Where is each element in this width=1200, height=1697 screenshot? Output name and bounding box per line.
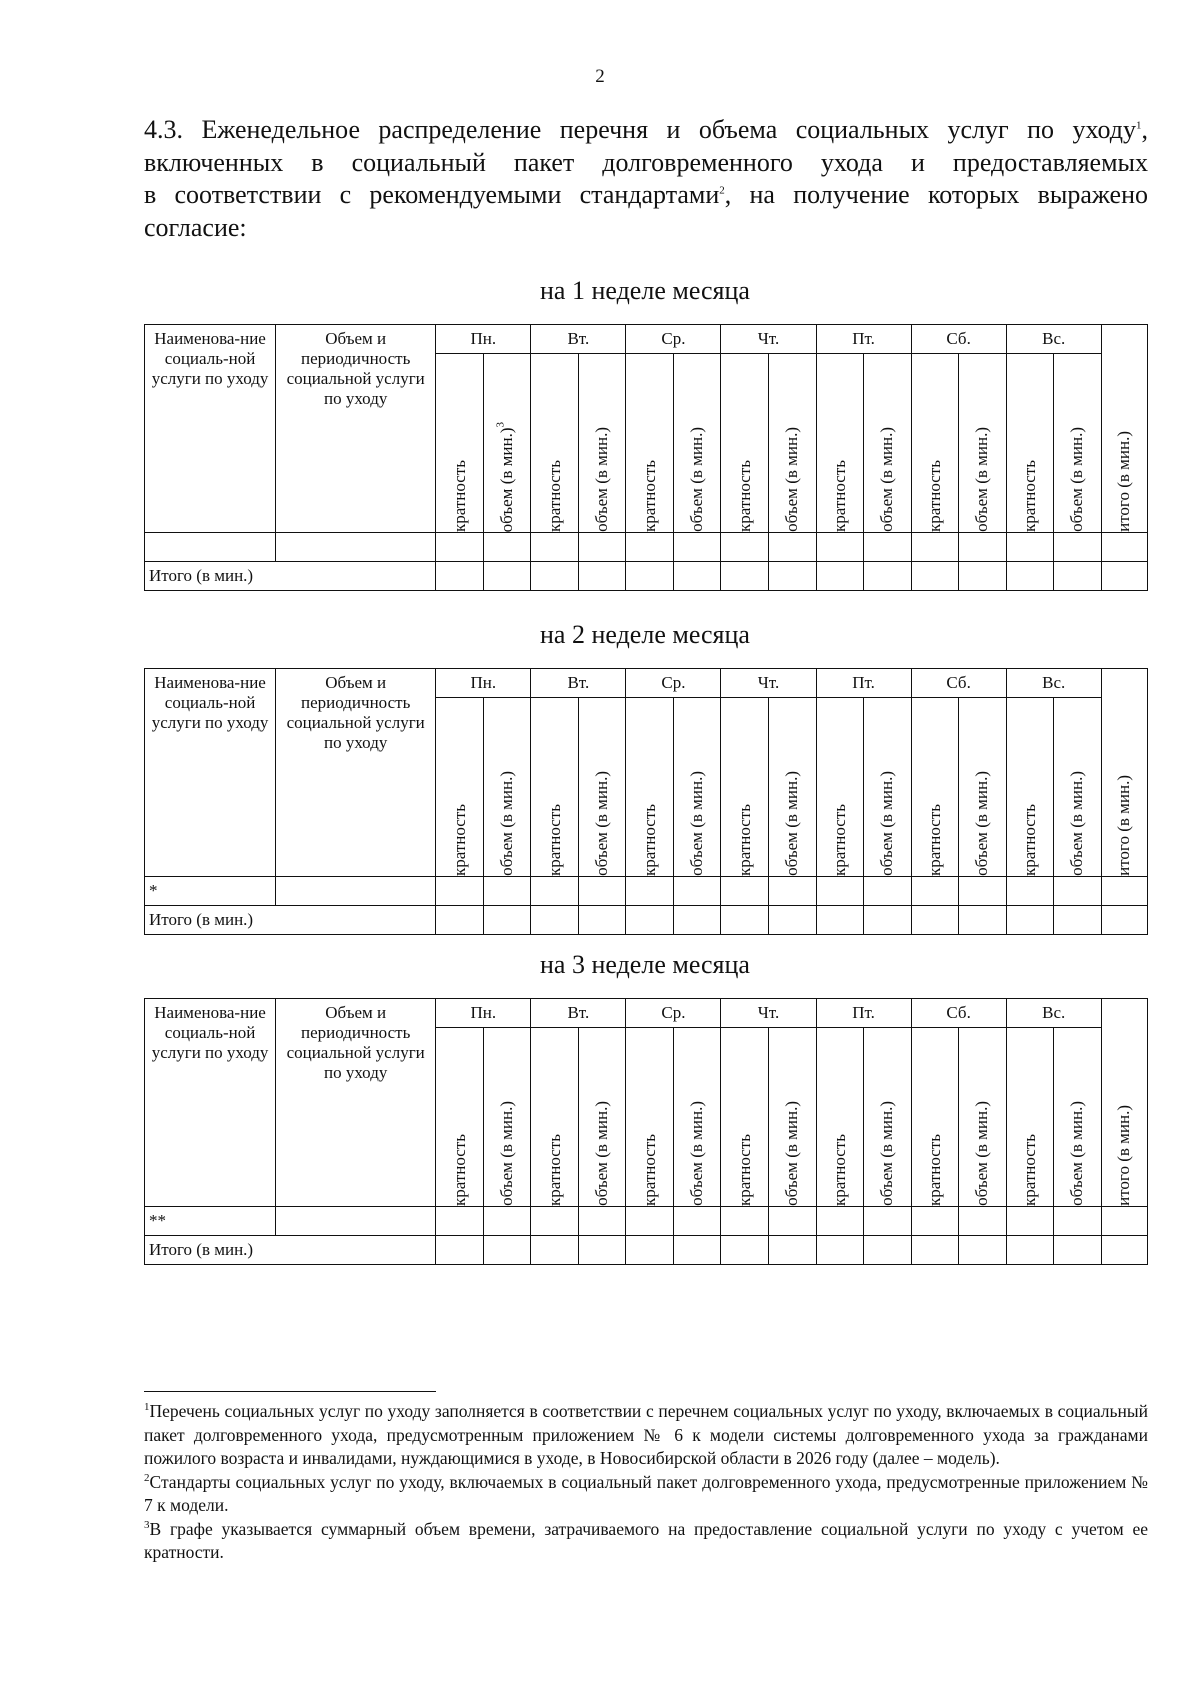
header-frequency: кратность xyxy=(626,698,674,877)
empty-cell xyxy=(1054,877,1102,906)
header-frequency: кратность xyxy=(816,698,864,877)
header-frequency: кратность xyxy=(911,354,959,533)
empty-cell xyxy=(816,562,864,591)
header-frequency: кратность xyxy=(721,1028,769,1207)
header-day: Чт. xyxy=(721,669,816,698)
empty-cell xyxy=(721,1207,769,1236)
empty-cell xyxy=(531,877,579,906)
intro-paragraph xyxy=(144,114,1148,244)
header-volume-min: объем (в мин.) xyxy=(673,1028,721,1207)
empty-cell xyxy=(768,877,816,906)
empty-cell xyxy=(483,562,531,591)
empty-cell xyxy=(768,533,816,562)
header-volume-min: объем (в мин.) xyxy=(959,698,1007,877)
empty-cell xyxy=(673,562,721,591)
week-heading: на 3 неделе месяца xyxy=(540,950,750,979)
header-volume-min: объем (в мин.) xyxy=(1054,354,1102,533)
empty-cell xyxy=(673,906,721,935)
header-frequency: кратность xyxy=(816,354,864,533)
total-row-label: Итого (в мин.) xyxy=(145,906,436,935)
footnote-1: $^1$Перечень социальных услуг по уходу заполняется в соответствии с перечнем социальных услуг по уходу, включаемых в социальный пакет долговременного ухода, предусмотренным приложением № 6 к модели системы долговременного ухода за гражданами пожилого возраста и инвалидами, нуждающимися в уходе, в Новосибирской области в 2026 году (далее – модель). xyxy=(144,1401,1148,1468)
total-row-label: Итого (в мин.) xyxy=(145,1236,436,1265)
empty-cell xyxy=(911,906,959,935)
header-volume-min: объем (в мин.) xyxy=(768,698,816,877)
header-frequency: кратность xyxy=(1006,1028,1054,1207)
empty-cell xyxy=(1006,1236,1054,1265)
empty-cell xyxy=(1101,906,1147,935)
header-volume-min: объем (в мин.) xyxy=(864,698,912,877)
empty-cell xyxy=(959,906,1007,935)
empty-cell xyxy=(276,533,436,562)
header-frequency: кратность xyxy=(1006,354,1054,533)
empty-cell xyxy=(436,1236,484,1265)
footnote-ref-1: 1 xyxy=(1136,119,1142,132)
empty-cell xyxy=(626,1207,674,1236)
empty-cell xyxy=(721,1236,769,1265)
empty-cell xyxy=(673,1207,721,1236)
empty-cell xyxy=(436,906,484,935)
empty-cell xyxy=(276,1207,436,1236)
header-frequency: кратность xyxy=(436,354,484,533)
empty-cell xyxy=(864,877,912,906)
empty-cell xyxy=(1101,1207,1147,1236)
service-row-mark xyxy=(145,533,276,562)
empty-cell xyxy=(436,533,484,562)
header-volume-min: объем (в мин.) xyxy=(959,354,1007,533)
empty-cell xyxy=(911,1236,959,1265)
empty-cell xyxy=(436,562,484,591)
page-number: 2 xyxy=(595,66,605,87)
header-day: Сб. xyxy=(911,999,1006,1028)
header-day: Пн. xyxy=(436,669,531,698)
header-frequency: кратность xyxy=(626,1028,674,1207)
header-volume-periodicity: Объем и периодичность социальной услуги по уходу xyxy=(276,999,436,1207)
empty-cell xyxy=(864,1207,912,1236)
empty-cell xyxy=(911,1207,959,1236)
weekly-services-table xyxy=(144,998,1148,1265)
empty-cell xyxy=(816,1236,864,1265)
header-day: Сб. xyxy=(911,325,1006,354)
empty-cell xyxy=(1101,562,1147,591)
empty-cell xyxy=(1054,1236,1102,1265)
header-frequency: кратность xyxy=(911,1028,959,1207)
weekly-services-table xyxy=(144,668,1148,935)
empty-cell xyxy=(768,906,816,935)
header-volume-min: объем (в мин.) xyxy=(578,1028,626,1207)
footnote-2: $^2$Стандарты социальных услуг по уходу, включаемых в социальный пакет долговременного ухода, предусмотренные приложением № 7 к модели. xyxy=(144,1471,1148,1515)
intro-line-1: 4.3. Еженедельное распределение перечня и объема социальных услуг по уходу$^1$, xyxy=(144,115,1148,144)
empty-cell xyxy=(768,1207,816,1236)
empty-cell xyxy=(578,906,626,935)
header-day: Пт. xyxy=(816,669,911,698)
header-frequency: кратность xyxy=(436,698,484,877)
empty-cell xyxy=(1006,533,1054,562)
empty-cell xyxy=(626,906,674,935)
empty-cell xyxy=(531,533,579,562)
empty-cell xyxy=(864,906,912,935)
header-volume-min: объем (в мин.) xyxy=(578,354,626,533)
empty-cell xyxy=(1006,906,1054,935)
empty-cell xyxy=(483,877,531,906)
empty-cell xyxy=(531,906,579,935)
service-row-mark: * xyxy=(145,877,276,906)
header-frequency: кратность xyxy=(911,698,959,877)
header-volume-min: объем (в мин.)$^3$ xyxy=(483,354,531,533)
header-total-column: итого (в мин.) xyxy=(1101,999,1147,1207)
empty-cell xyxy=(959,877,1007,906)
empty-cell xyxy=(768,1236,816,1265)
empty-cell xyxy=(1101,533,1147,562)
empty-cell xyxy=(578,533,626,562)
header-volume-periodicity: Объем и периодичность социальной услуги по уходу xyxy=(276,325,436,533)
empty-cell xyxy=(1101,877,1147,906)
header-day: Вт. xyxy=(531,325,626,354)
header-volume-min: объем (в мин.) xyxy=(959,1028,1007,1207)
header-day: Сб. xyxy=(911,669,1006,698)
header-volume-min: объем (в мин.) xyxy=(768,1028,816,1207)
empty-cell xyxy=(626,1236,674,1265)
empty-cell xyxy=(483,1236,531,1265)
empty-cell xyxy=(864,1236,912,1265)
empty-cell xyxy=(483,533,531,562)
empty-cell xyxy=(959,1236,1007,1265)
empty-cell xyxy=(768,562,816,591)
empty-cell xyxy=(531,1236,579,1265)
header-volume-min: объем (в мин.) xyxy=(864,1028,912,1207)
header-volume-min: объем (в мин.) xyxy=(768,354,816,533)
empty-cell xyxy=(531,1207,579,1236)
header-frequency: кратность xyxy=(531,698,579,877)
empty-cell xyxy=(911,877,959,906)
footnote-separator xyxy=(144,1391,436,1392)
empty-cell xyxy=(816,906,864,935)
intro-line-3: в соответствии с рекомендуемыми стандартами$^2$, на получение которых выражено xyxy=(144,180,1148,209)
empty-cell xyxy=(578,877,626,906)
header-volume-min: объем (в мин.) xyxy=(673,698,721,877)
header-total-column: итого (в мин.) xyxy=(1101,325,1147,533)
header-frequency: кратность xyxy=(721,354,769,533)
empty-cell xyxy=(483,906,531,935)
header-service-name: Наименова-ние социаль-ной услуги по уходу xyxy=(145,669,276,877)
service-row-mark: ** xyxy=(145,1207,276,1236)
empty-cell xyxy=(1006,562,1054,591)
header-frequency: кратность xyxy=(626,354,674,533)
empty-cell xyxy=(436,877,484,906)
empty-cell xyxy=(673,533,721,562)
header-volume-periodicity: Объем и периодичность социальной услуги по уходу xyxy=(276,669,436,877)
week-heading: на 1 неделе месяца xyxy=(540,276,750,305)
header-day: Пн. xyxy=(436,325,531,354)
empty-cell xyxy=(1054,1207,1102,1236)
empty-cell xyxy=(1101,1236,1147,1265)
empty-cell xyxy=(721,906,769,935)
header-service-name: Наименова-ние социаль-ной услуги по уходу xyxy=(145,999,276,1207)
footnote-3: $^3$В графе указывается суммарный объем времени, затрачиваемого на предоставление социальной услуги по уходу с учетом ее кратности. xyxy=(144,1518,1148,1562)
header-day: Вс. xyxy=(1006,999,1101,1028)
empty-cell xyxy=(673,877,721,906)
empty-cell xyxy=(578,1236,626,1265)
header-volume-min: объем (в мин.) xyxy=(483,698,531,877)
header-day: Пт. xyxy=(816,325,911,354)
header-day: Чт. xyxy=(721,325,816,354)
header-total-column: итого (в мин.) xyxy=(1101,669,1147,877)
header-volume-min: объем (в мин.) xyxy=(483,1028,531,1207)
empty-cell xyxy=(436,1207,484,1236)
empty-cell xyxy=(626,533,674,562)
header-day: Ср. xyxy=(626,999,721,1028)
header-frequency: кратность xyxy=(531,1028,579,1207)
header-day: Вс. xyxy=(1006,669,1101,698)
empty-cell xyxy=(1006,1207,1054,1236)
header-frequency: кратность xyxy=(531,354,579,533)
empty-cell xyxy=(578,562,626,591)
empty-cell xyxy=(816,877,864,906)
footnote-ref-3: 3 xyxy=(494,421,507,428)
empty-cell xyxy=(1054,533,1102,562)
empty-cell xyxy=(626,877,674,906)
header-volume-min: объем (в мин.) xyxy=(673,354,721,533)
empty-cell xyxy=(626,562,674,591)
empty-cell xyxy=(816,1207,864,1236)
header-day: Вт. xyxy=(531,999,626,1028)
header-day: Вт. xyxy=(531,669,626,698)
intro-line-2: включенных в социальный пакет долговременного ухода и предоставляемых xyxy=(144,147,1148,177)
empty-cell xyxy=(1054,562,1102,591)
header-day: Вс. xyxy=(1006,325,1101,354)
header-frequency: кратность xyxy=(721,698,769,877)
empty-cell xyxy=(721,877,769,906)
empty-cell xyxy=(673,1236,721,1265)
empty-cell xyxy=(959,533,1007,562)
header-day: Ср. xyxy=(626,325,721,354)
header-service-name: Наименова-ние социаль-ной услуги по уходу xyxy=(145,325,276,533)
intro-line-4: согласие: xyxy=(144,212,247,242)
empty-cell xyxy=(276,877,436,906)
header-day: Пт. xyxy=(816,999,911,1028)
weekly-services-table xyxy=(144,324,1148,591)
header-frequency: кратность xyxy=(816,1028,864,1207)
empty-cell xyxy=(864,562,912,591)
empty-cell xyxy=(483,1207,531,1236)
header-frequency: кратность xyxy=(1006,698,1054,877)
empty-cell xyxy=(911,562,959,591)
empty-cell xyxy=(959,1207,1007,1236)
footnote-ref-2: 2 xyxy=(719,184,725,197)
header-volume-min: объем (в мин.) xyxy=(578,698,626,877)
header-volume-min: объем (в мин.) xyxy=(1054,698,1102,877)
empty-cell xyxy=(816,533,864,562)
empty-cell xyxy=(959,562,1007,591)
header-day: Ср. xyxy=(626,669,721,698)
header-volume-min: объем (в мин.) xyxy=(864,354,912,533)
header-day: Чт. xyxy=(721,999,816,1028)
header-frequency: кратность xyxy=(436,1028,484,1207)
footnotes xyxy=(144,1400,1148,1565)
empty-cell xyxy=(1006,877,1054,906)
empty-cell xyxy=(721,533,769,562)
empty-cell xyxy=(578,1207,626,1236)
empty-cell xyxy=(721,562,769,591)
week-heading: на 2 неделе месяца xyxy=(540,620,750,649)
empty-cell xyxy=(864,533,912,562)
empty-cell xyxy=(1054,906,1102,935)
header-volume-min: объем (в мин.) xyxy=(1054,1028,1102,1207)
empty-cell xyxy=(911,533,959,562)
total-row-label: Итого (в мин.) xyxy=(145,562,436,591)
header-day: Пн. xyxy=(436,999,531,1028)
empty-cell xyxy=(531,562,579,591)
